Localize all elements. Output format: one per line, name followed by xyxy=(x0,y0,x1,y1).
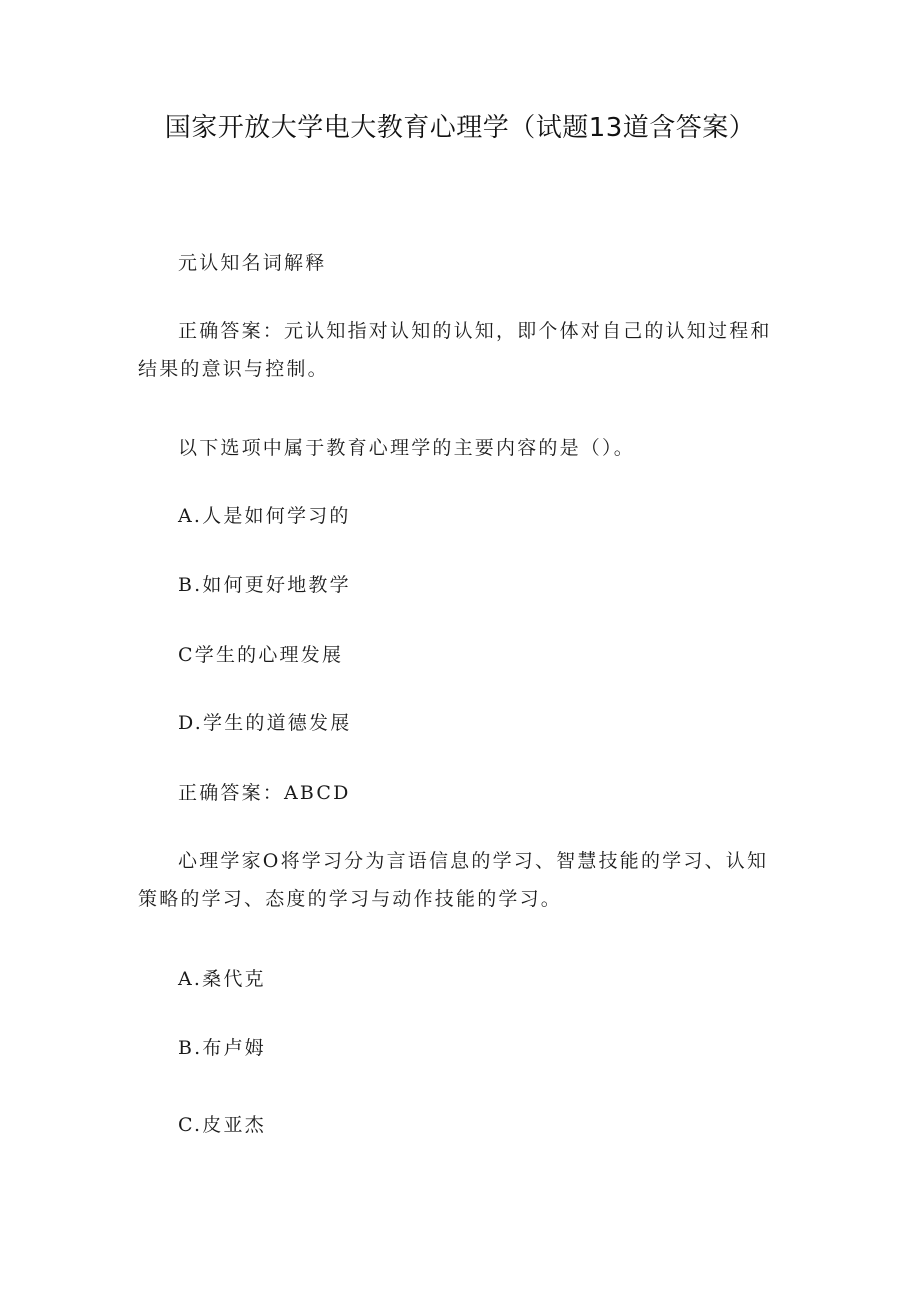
option-b-q1: B.如何更好地教学 xyxy=(178,574,351,596)
option-b-q2: B.布卢姆 xyxy=(178,1037,267,1059)
option-c-q1: C学生的心理发展 xyxy=(178,644,344,666)
option-d-q1: D.学生的道德发展 xyxy=(178,712,352,734)
paragraph-term-metacognition: 元认知名词解释 xyxy=(178,252,327,274)
document-title: 国家开放大学电大教育心理学（试题13道含答案） xyxy=(164,113,756,143)
option-c-q2: C.皮亚杰 xyxy=(178,1114,266,1136)
option-a-q2: A.桑代克 xyxy=(178,968,266,990)
paragraph-question-2: 心理学家O将学习分为言语信息的学习、智慧技能的学习、认知策略的学习、态度的学习与动作技能的学习。 xyxy=(138,850,769,910)
paragraph-answer-q1: 正确答案：ABCD xyxy=(178,782,351,804)
option-a-q1: A.人是如何学习的 xyxy=(178,505,351,527)
paragraph-answer-metacognition: 正确答案：元认知指对认知的认知，即个体对自己的认知过程和结果的意识与控制。 xyxy=(138,320,772,380)
paragraph-question-1: 以下选项中属于教育心理学的主要内容的是（）。 xyxy=(178,437,635,459)
